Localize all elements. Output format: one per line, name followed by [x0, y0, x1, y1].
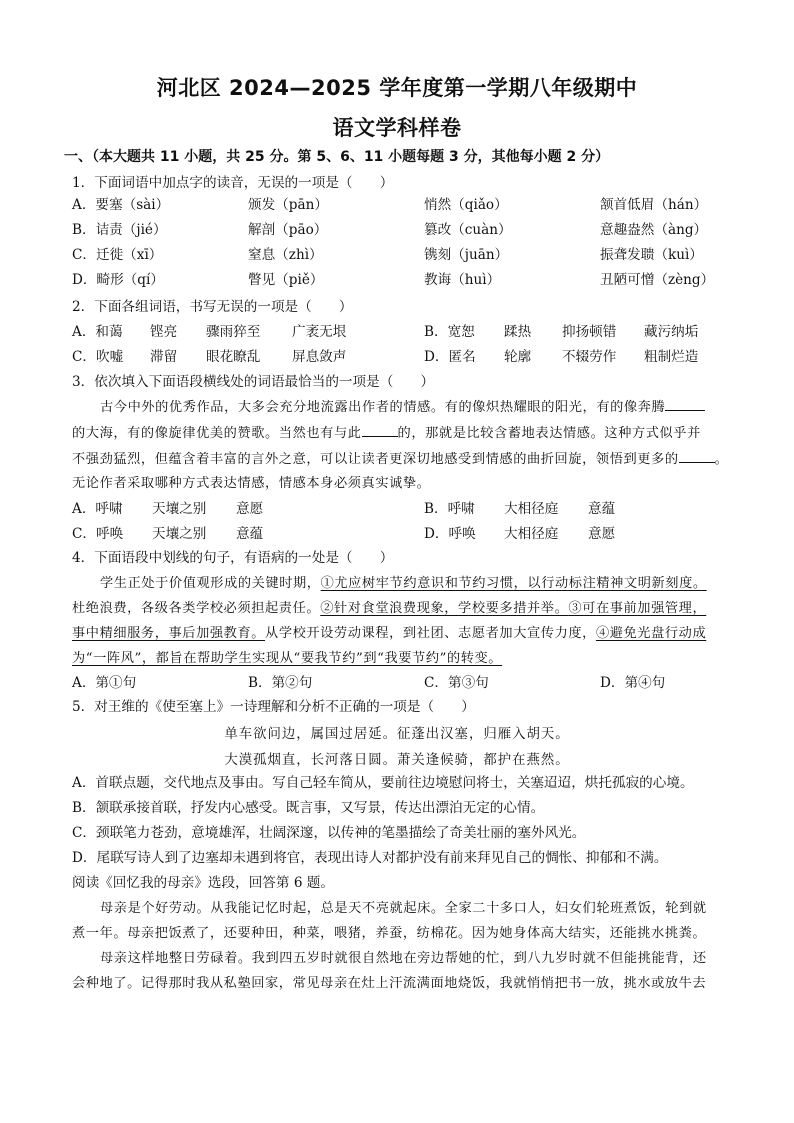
q4-stem: 4．下面语段中划线的句子，有语病的一处是（ ） [72, 550, 394, 566]
q4-sentence-1: ①尤应树牢节约意识和节约习惯，以行动标注精神文明新刻度。 [320, 576, 707, 591]
q3-b-2: 大相径庭 [504, 501, 559, 517]
q3-passage-line-2 [72, 424, 701, 443]
q1-option-a-2: 颁发（pān） [248, 197, 328, 213]
q4-text-2a: 杜绝浪费，各级各类学校必须担起责任。 [72, 601, 321, 616]
reading-intro: 阅读《回忆我的母亲》选段，回答第 6 题。 [72, 875, 334, 891]
q1-option-c-3: 镌刻（juān） [424, 247, 509, 263]
q4-passage-line-4 [72, 650, 502, 668]
q3-passage-text-3: 不强劲猛烈，但蕴含着丰富的言外之意，可以让读者更深切地感受到情感的曲折回旋，领悟到更多的 [72, 452, 679, 467]
q3-a-2: 天壤之别 [152, 501, 207, 517]
q1-option-d-4: 丑陋可憎（zèng） [600, 272, 715, 288]
q2-stem: 2．下面各组词语，书写无误的一项是（ ） [72, 299, 353, 315]
q4-sentence-3-part-1: ③可在事前加强管理， [568, 601, 707, 616]
exam-subtitle: 语文学科样卷 [332, 116, 462, 140]
q3-passage-text-2a: 的大海，有的像旋律优美的赞歌。当然也有与此 [72, 426, 362, 441]
q3-b-1: B．呼啸 [424, 501, 475, 517]
q5-option-d: D．尾联写诗人到了边塞却未遇到将官，表现出诗人对都护没有前来拜见自己的惆怅、抑郁和不满。 [72, 850, 668, 866]
q2-c-word-4: 屏息敛声 [292, 349, 347, 365]
q3-passage-line-3 [72, 450, 728, 469]
q4-text-3b: 从学校开设劳动课程，到社团、志愿者加大宣传力度， [265, 626, 596, 641]
q3-c-3: 意蕴 [236, 526, 264, 542]
q2-b-word-1: B．宽恕 [424, 324, 475, 340]
q1-option-a-4: 颔首低眉（hán） [600, 197, 708, 213]
q2-a-word-2: 铿亮 [150, 324, 178, 340]
q2-d-word-1: D．匿名 [424, 349, 476, 365]
q4-sentence-2: ②针对食堂浪费现象，学校要多措并举。 [320, 601, 569, 616]
q2-a-word-1: A．和蔼 [72, 324, 123, 340]
q3-a-1: A．呼啸 [72, 501, 123, 517]
q2-b-word-2: 蹂热 [504, 324, 532, 340]
q3-passage-line-4: 无论作者采取哪种方式表达情感，情感本身必须真实诚挚。 [72, 476, 431, 491]
q1-option-c-2: 窒息（zhì） [248, 247, 323, 263]
q1-option-a-1: A．要塞（sài） [72, 197, 170, 213]
q4-option-d: D．第④句 [600, 675, 666, 691]
q3-d-2: 大相径庭 [504, 526, 559, 542]
exam-title: 河北区 2024—2025 学年度第一学期八年级期中 [156, 76, 638, 100]
poem-line-2: 大漠孤烟直，长河落日圆。萧关逢候骑，都护在燕然。 [224, 753, 570, 768]
section-heading: 一、（本大题共 11 小题，共 25 分。第 5、6、11 小题每题 3 分，其他每小题 2 分） [64, 149, 610, 165]
q1-option-d-1: D．畸形（qí） [72, 272, 164, 288]
q3-passage-text-2b: 的，那就是比较含蓄地表达情感。这种方式似乎并 [397, 426, 701, 441]
poem-line-1: 单车欲问边，属国过居延。征蓬出汉塞，归雁入胡天。 [224, 727, 570, 742]
q3-d-3: 意愿 [588, 526, 616, 542]
q4-option-c: C．第③句 [424, 675, 489, 691]
q3-d-1: D．呼唤 [424, 526, 476, 542]
q1-option-a-3: 悄然（qiǎo） [424, 197, 508, 213]
q4-sentence-4-part-1: ④避免光盘行动成 [595, 626, 707, 641]
q3-passage-line-1 [100, 398, 705, 417]
q2-c-word-3: 眼花瞭乱 [206, 349, 261, 365]
q1-option-b-4: 意趣盎然（àng） [600, 222, 708, 238]
q3-blank-1 [665, 398, 705, 411]
q2-d-word-2: 轮廓 [504, 349, 532, 365]
reading-p2-line-1: 母亲这样地整日劳碌着。我到四五岁时就很自然地在旁边帮她的忙，到八九岁时就不但能挑能背，还 [100, 951, 707, 966]
q3-a-3: 意愿 [236, 501, 264, 517]
q1-option-c-1: C．迁徙（xī） [72, 247, 163, 263]
q1-option-b-2: 解剖（pāo） [248, 222, 328, 238]
reading-p1-line-2: 煮一年。母亲把饭煮了，还要种田，种菜，喂猪，养蚕，纺棉花。因为她身体高大结实，还能挑水挑粪。 [72, 926, 707, 941]
q1-option-b-1: B．诘责（jié） [72, 222, 167, 238]
q3-blank-2 [362, 424, 398, 437]
q3-passage-text-1: 古今中外的优秀作品，大多会充分地流露出作者的情感。有的像炽热耀眼的阳光，有的像奔腾 [100, 400, 666, 415]
q3-c-2: 天壤之别 [152, 526, 207, 542]
q5-option-c: C．颈联笔力苍劲，意境雄浑，壮阔深邃，以传神的笔墨描绘了奇美壮丽的塞外风光。 [72, 825, 586, 841]
q1-option-b-3: 篡改（cuàn） [424, 222, 512, 238]
q3-passage-text-3-end: 。 [714, 452, 729, 467]
q4-passage-line-1 [100, 575, 707, 593]
q4-passage-line-3 [72, 625, 706, 643]
q4-sentence-3-part-2: 事中精细服务，事后加强教育。 [72, 626, 266, 641]
q2-a-word-4: 广袤无垠 [292, 324, 347, 340]
q2-c-word-2: 滞留 [150, 349, 178, 365]
q2-c-word-1: C．吹嘘 [72, 349, 124, 365]
q1-option-c-4: 振聋发聩（kuì） [600, 247, 703, 263]
q4-text-1a: 学生正处于价值观形成的关键时期， [100, 576, 321, 591]
q2-d-word-3: 不辍劳作 [562, 349, 617, 365]
q1-option-d-2: 瞥见（piě） [248, 272, 324, 288]
q2-b-word-4: 藏污纳垢 [644, 324, 699, 340]
q2-a-word-3: 骤雨猝至 [206, 324, 261, 340]
q1-stem: 1．下面词语中加点字的读音，无误的一项是（ ） [72, 175, 394, 191]
q4-sentence-4-part-2: 为“一阵风”，都旨在帮助学生实现从“要我节约”到“我要节约”的转变。 [72, 651, 503, 666]
q4-option-a: A．第①句 [72, 675, 137, 691]
q5-stem: 5．对王维的《使至塞上》一诗理解和分析不正确的一项是（ ） [72, 699, 475, 715]
q4-option-b: B．第②句 [248, 675, 313, 691]
q4-passage-line-2 [72, 600, 706, 618]
q2-b-word-3: 抑扬顿错 [562, 324, 617, 340]
reading-p2-line-2: 会种地了。记得那时我从私塾回家，常见母亲在灶上汗流满面地烧饭，我就悄悄把书一放，挑水或放牛去 [72, 976, 707, 991]
q3-b-3: 意蕴 [588, 501, 616, 517]
q5-option-b: B．颔联承接首联，抒发内心感受。既言事，又写景，传达出漂泊无定的心情。 [72, 800, 545, 816]
q3-blank-3 [679, 450, 715, 463]
q2-d-word-4: 粗制烂造 [644, 349, 699, 365]
q3-stem: 3．依次填入下面语段横线处的词语最恰当的一项是（ ） [72, 374, 435, 390]
q3-c-1: C．呼唤 [72, 526, 124, 542]
q5-option-a: A．首联点题，交代地点及事由。写自己轻车简从，要前往边境慰问将士，关塞迢迢，烘托孤寂的心境。 [72, 775, 694, 791]
reading-p1-line-1: 母亲是个好劳动。从我能记忆时起，总是天不亮就起床。全家二十多口人，妇女们轮班煮饭，轮到就 [100, 901, 707, 916]
q1-option-d-3: 教诲（huì） [424, 272, 501, 288]
